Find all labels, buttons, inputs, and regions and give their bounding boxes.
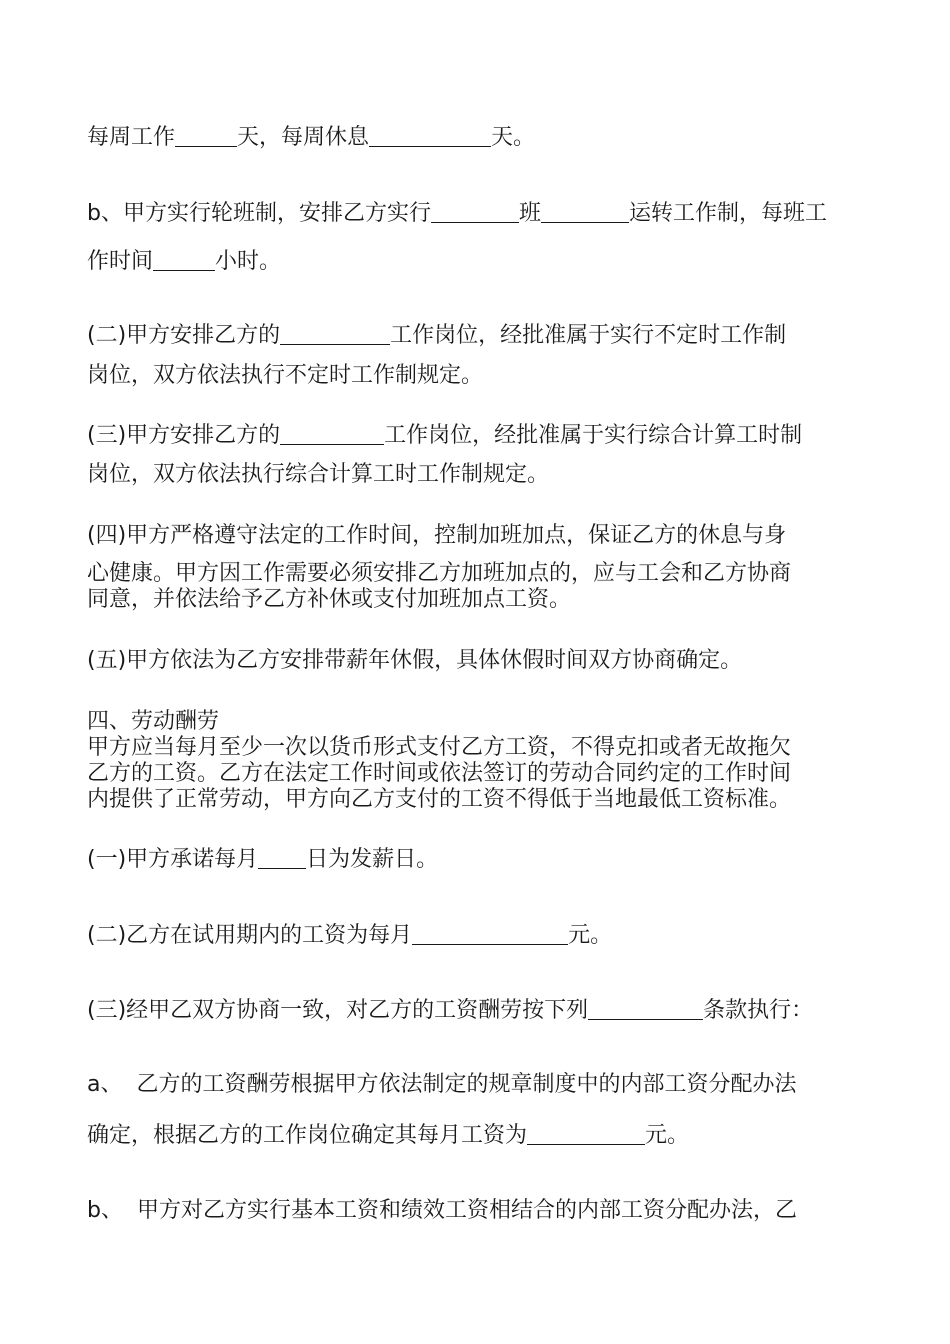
overtime-line-1: (四)甲方严格遵守法定的工作时间，控制加班加点，保证乙方的休息与身 bbox=[87, 523, 787, 548]
text: 作时间 bbox=[87, 249, 154, 274]
text: 甲方对乙方实行基本工资和绩效工资相结合的内部工资分配办法，乙 bbox=[136, 1198, 797, 1223]
text: 元。 bbox=[645, 1123, 690, 1148]
text: a、 bbox=[87, 1072, 123, 1097]
flexible-hours-line-1 bbox=[87, 322, 786, 350]
blank-shift-count[interactable] bbox=[431, 202, 519, 223]
blank-rotation-count[interactable] bbox=[541, 202, 629, 223]
blank-probation-wage[interactable] bbox=[412, 924, 568, 945]
text: 每周工作 bbox=[87, 125, 176, 150]
text: 小时。 bbox=[215, 249, 282, 274]
text: 班 bbox=[518, 201, 541, 226]
text: 元。 bbox=[568, 923, 613, 948]
remuneration-line-1: 甲方应当每月至少一次以货币形式支付乙方工资，不得克扣或者无故拖欠 bbox=[87, 735, 792, 760]
text: (三)甲方安排乙方的 bbox=[87, 423, 281, 448]
text: 天。 bbox=[491, 125, 536, 150]
blank-work-days[interactable] bbox=[175, 126, 237, 147]
payday-line bbox=[87, 846, 438, 874]
clause-b-line-1 bbox=[87, 1197, 797, 1225]
text: b、甲方实行轮班制，安排乙方实行 bbox=[87, 201, 431, 226]
shift-line-1 bbox=[87, 200, 827, 228]
text: b、 bbox=[87, 1198, 123, 1223]
text: 工作岗位，经批准属于实行不定时工作制 bbox=[390, 323, 787, 348]
composite-hours-line-1 bbox=[87, 422, 802, 450]
section-heading-remuneration: 四、劳动酬劳 bbox=[87, 709, 220, 734]
blank-payday[interactable] bbox=[258, 848, 306, 869]
blank-clause[interactable] bbox=[588, 999, 703, 1020]
overtime-line-3: 同意，并依法给予乙方补休或支付加班加点工资。 bbox=[87, 587, 572, 612]
remuneration-line-3: 内提供了正常劳动，甲方向乙方支付的工资不得低于当地最低工资标准。 bbox=[87, 787, 792, 812]
probation-wage-line bbox=[87, 922, 612, 950]
remuneration-line-2: 乙方的工资。乙方在法定工作时间或依法签订的劳动合同约定的工作时间 bbox=[87, 761, 792, 786]
blank-monthly-wage[interactable] bbox=[527, 1124, 645, 1145]
blank-shift-hours[interactable] bbox=[153, 250, 215, 271]
text: 乙方的工资酬劳根据甲方依法制定的规章制度中的内部工资分配办法 bbox=[136, 1072, 797, 1097]
paid-leave-line: (五)甲方依法为乙方安排带薪年休假，具体休假时间双方协商确定。 bbox=[87, 648, 743, 673]
text: 确定，根据乙方的工作岗位确定其每月工资为 bbox=[87, 1123, 528, 1148]
text: 条款执行： bbox=[703, 998, 814, 1023]
text: (二)乙方在试用期内的工资为每月 bbox=[87, 923, 413, 948]
composite-hours-line-2: 岗位，双方依法执行综合计算工时工作制规定。 bbox=[87, 462, 550, 487]
clause-a-line-1 bbox=[87, 1071, 797, 1099]
text: 工作岗位，经批准属于实行综合计算工时制 bbox=[384, 423, 803, 448]
clause-a-line-2 bbox=[87, 1122, 689, 1150]
text: 日为发薪日。 bbox=[306, 847, 439, 872]
shift-line-2 bbox=[87, 248, 281, 276]
text: 天，每周休息 bbox=[237, 125, 370, 150]
text: (一)甲方承诺每月 bbox=[87, 847, 259, 872]
text: 运转工作制，每班工 bbox=[628, 201, 827, 226]
overtime-line-2: 心健康。甲方因工作需要必须安排乙方加班加点的，应与工会和乙方协商 bbox=[87, 561, 792, 586]
text: (二)甲方安排乙方的 bbox=[87, 323, 281, 348]
blank-flexible-position[interactable] bbox=[280, 324, 390, 345]
text: (三)经甲乙双方协商一致，对乙方的工资酬劳按下列 bbox=[87, 998, 589, 1023]
flexible-hours-line-2: 岗位，双方依法执行不定时工作制规定。 bbox=[87, 363, 484, 388]
blank-rest-days[interactable] bbox=[369, 126, 491, 147]
blank-composite-position[interactable] bbox=[280, 424, 384, 445]
work-days-line bbox=[87, 124, 535, 152]
clause-selection-line bbox=[87, 997, 813, 1025]
